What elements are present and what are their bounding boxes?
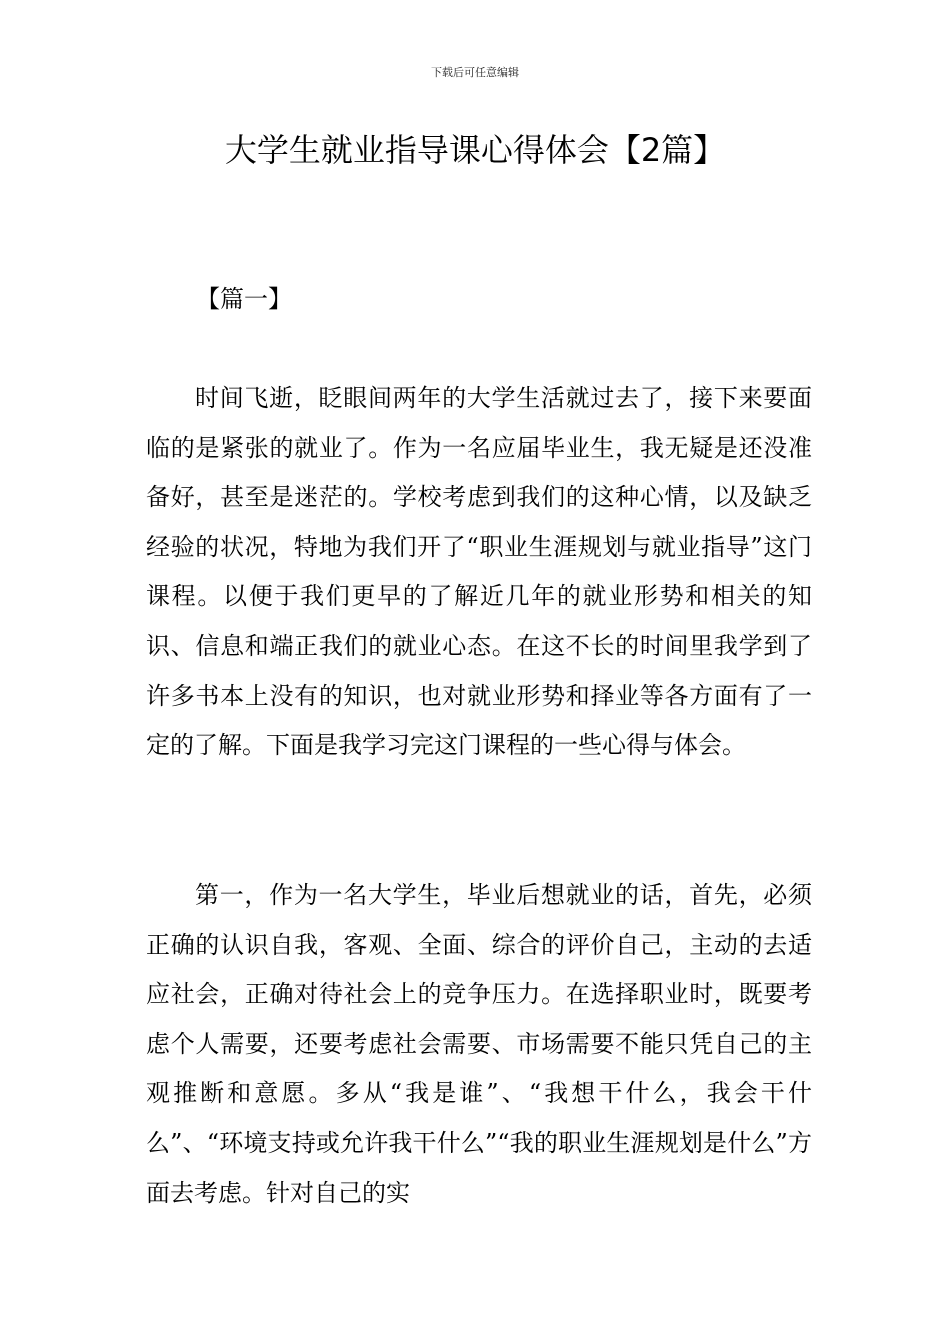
body-paragraph-2: 第一，作为一名大学生，毕业后想就业的话，首先，必须正确的认识自我，客观、全面、综合的评价自己，主动的去适应社会，正确对待社会上的竞争压力。在选择职业时，既要考虑个人需要，还要考虑社会需要、市场需要不能只凭自己的主观推断和意愿。多从“我是谁”、“我想干什么，我会干什么”、“环境支持或允许我干什么”“我的职业生涯规划是什么”方面去考虑。针对自己的实 [146,881,812,1207]
header-note: 下载后可任意编辑 [431,66,519,79]
section-label: 【篇一】 [196,285,292,313]
body-paragraph-1: 时间飞逝，眨眼间两年的大学生活就过去了，接下来要面临的是紧张的就业了。作为一名应届毕业生，我无疑是还没准备好，甚至是迷茫的。学校考虑到我们的这种心情，以及缺乏经验的状况，特地为我们开了“职业生涯规划与就业指导”这门课程。以便于我们更早的了解近几年的就业形势和相关的知识、信息和端正我们的就业心态。在这不长的时间里我学到了许多书本上没有的知识，也对就业形势和择业等各方面有了一定的了解。下面是我学习完这门课程的一些心得与体会。 [146,384,812,760]
document-title: 大学生就业指导课心得体会【2篇】 [224,131,726,169]
